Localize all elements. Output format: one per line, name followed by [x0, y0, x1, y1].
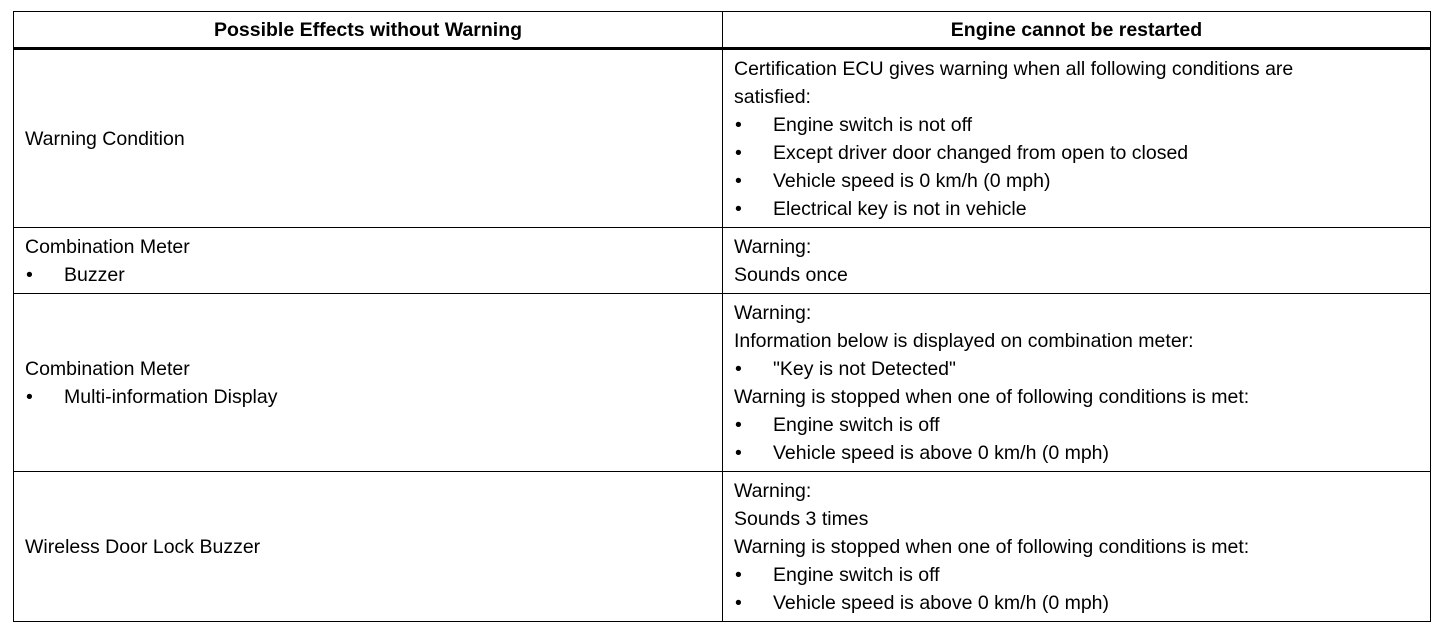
description-line: Warning is stopped when one of following conditions is met:: [734, 535, 1250, 558]
description-line: Warning:: [734, 479, 812, 502]
bullet-icon: •: [735, 141, 742, 164]
table-header-row: [14, 12, 1431, 49]
condition-bullet-item: [734, 355, 1419, 383]
description-line: Warning:: [734, 235, 812, 258]
condition-bullet-item: [734, 439, 1419, 467]
description-line: Sounds once: [734, 263, 848, 286]
header-engine-cannot-restart: Engine cannot be restarted: [723, 12, 1431, 49]
bullet-icon: •: [735, 169, 742, 192]
effect-bullet-text: Multi-information Display: [64, 385, 278, 408]
effect-title: Warning Condition: [25, 127, 185, 150]
effect-bullet-item: [25, 383, 711, 411]
effect-bullet-item: [25, 261, 711, 289]
description-line: satisfied:: [734, 85, 811, 108]
effect-cell: [14, 49, 723, 228]
table-row: [14, 472, 1431, 622]
table-row: [14, 294, 1431, 472]
warning-effects-table: [13, 11, 1431, 622]
effect-cell: [14, 228, 723, 294]
table-row: [14, 49, 1431, 228]
bullet-icon: •: [735, 563, 742, 586]
effect-title: Combination Meter: [25, 235, 190, 258]
description-line: Information below is displayed on combination meter:: [734, 329, 1194, 352]
condition-bullet-text: Vehicle speed is above 0 km/h (0 mph): [773, 591, 1110, 614]
condition-bullet-item: [734, 561, 1419, 589]
description-line: Sounds 3 times: [734, 507, 869, 530]
condition-bullet-text: Engine switch is off: [773, 413, 940, 436]
condition-bullet-text: Except driver door changed from open to closed: [773, 141, 1189, 164]
bullet-icon: •: [735, 441, 742, 464]
effect-title: Combination Meter: [25, 357, 190, 380]
condition-bullet-item: [734, 411, 1419, 439]
condition-bullet-item: [734, 167, 1419, 195]
condition-bullet-item: [734, 111, 1419, 139]
condition-bullet-text: Engine switch is off: [773, 563, 940, 586]
bullet-icon: •: [735, 591, 742, 614]
restart-cell: [723, 294, 1431, 472]
bullet-icon: •: [735, 113, 742, 136]
condition-bullet-text: Engine switch is not off: [773, 113, 973, 136]
table-row: [14, 228, 1431, 294]
restart-cell: [723, 49, 1431, 228]
header-possible-effects: Possible Effects without Warning: [14, 12, 723, 49]
description-line: Certification ECU gives warning when all following conditions are: [734, 57, 1294, 80]
effect-cell: [14, 472, 723, 622]
condition-bullet-text: Electrical key is not in vehicle: [773, 197, 1027, 220]
condition-bullet-text: Vehicle speed is above 0 km/h (0 mph): [773, 441, 1110, 464]
description-line: Warning:: [734, 301, 812, 324]
effect-title: Wireless Door Lock Buzzer: [25, 535, 261, 558]
condition-bullet-item: [734, 139, 1419, 167]
table-body: [14, 49, 1431, 622]
restart-cell: [723, 472, 1431, 622]
condition-bullet-text: Vehicle speed is 0 km/h (0 mph): [773, 169, 1051, 192]
effect-cell: [14, 294, 723, 472]
condition-bullet-text: "Key is not Detected": [773, 357, 956, 380]
bullet-icon: •: [26, 385, 33, 408]
effect-bullet-text: Buzzer: [64, 263, 125, 286]
bullet-icon: •: [26, 263, 33, 286]
description-line: Warning is stopped when one of following conditions is met:: [734, 385, 1250, 408]
restart-cell: [723, 228, 1431, 294]
condition-bullet-item: [734, 195, 1419, 223]
bullet-icon: •: [735, 413, 742, 436]
condition-bullet-item: [734, 589, 1419, 617]
bullet-icon: •: [735, 357, 742, 380]
bullet-icon: •: [735, 197, 742, 220]
